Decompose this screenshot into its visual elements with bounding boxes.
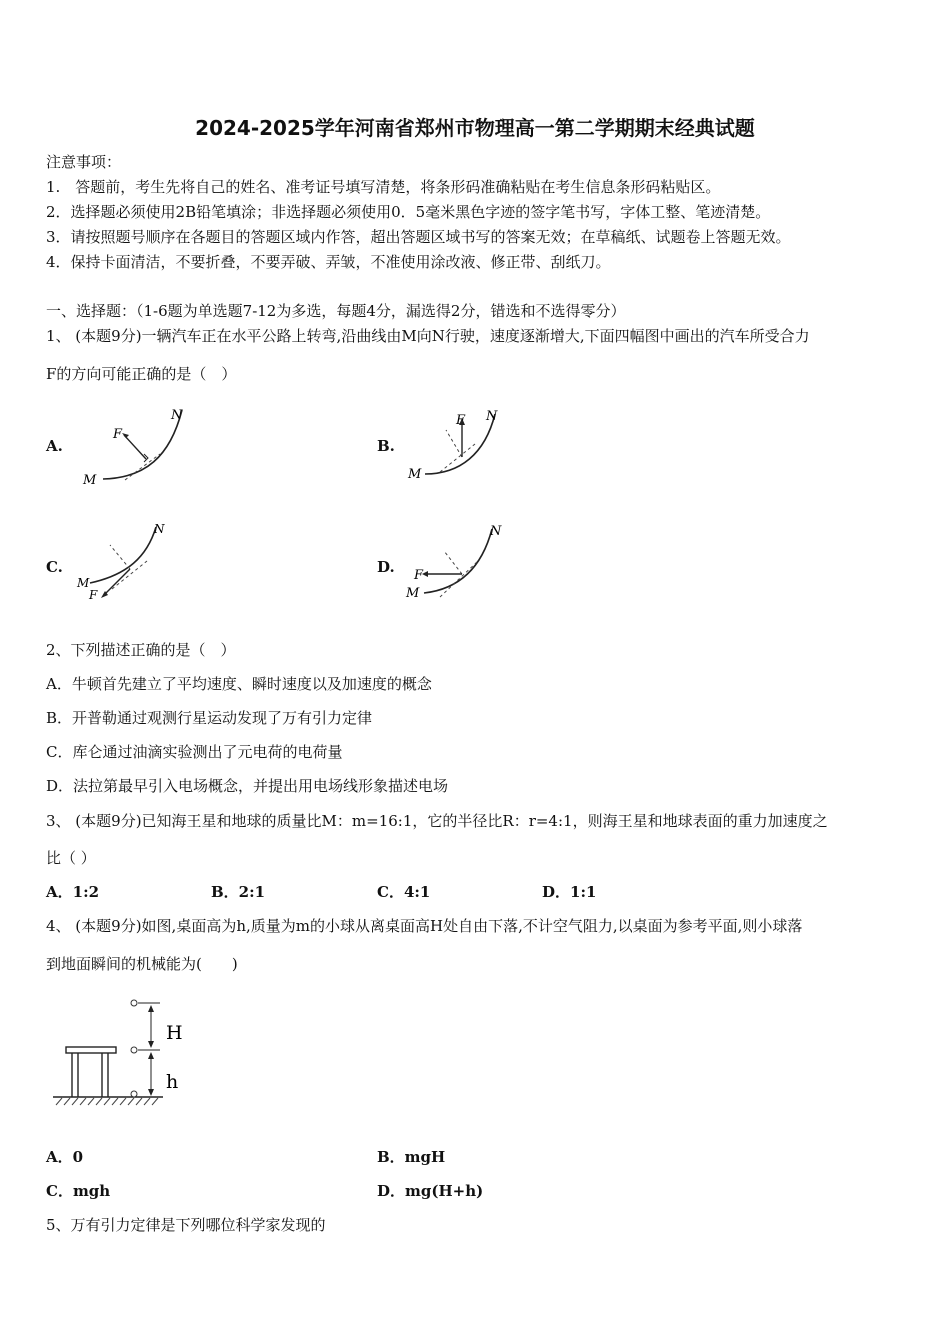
q4-figure-table-ball bbox=[50, 995, 200, 1110]
q3-option-d: D．1:1 bbox=[542, 883, 597, 901]
q1-stem-line2: F的方向可能正确的是（ ） bbox=[46, 365, 237, 383]
q1-option-d-label: D. bbox=[377, 558, 395, 576]
height-label-h: h bbox=[166, 1071, 179, 1093]
q4-stem-line1: 4、 (本题9分)如图,桌面高为h,质量为m的小球从离桌面高H处自由下落,不计空气阻力,以桌面为参考平面,则小球落 bbox=[46, 917, 803, 935]
notice-item: 2．选择题必须使用2B铅笔填涂；非选择题必须使用0．5毫米黑色字迹的签字笔书写，字体工整、笔迹清楚。 bbox=[46, 203, 771, 221]
q2-option: A．牛顿首先建立了平均速度、瞬时速度以及加速度的概念 bbox=[46, 675, 432, 693]
notice-item: 4．保持卡面清洁，不要折叠，不要弄破、弄皱，不准使用涂改液、修正带、刮纸刀。 bbox=[46, 253, 611, 271]
point-label-m: M bbox=[77, 576, 90, 590]
q3-stem-line2: 比（ ） bbox=[46, 849, 96, 867]
q2-option: D．法拉第最早引入电场概念，并提出用电场线形象描述电场 bbox=[46, 777, 449, 795]
q2-option: C．库仑通过油滴实验测出了元电荷的电荷量 bbox=[46, 743, 343, 761]
point-label-n: N bbox=[154, 522, 165, 536]
q4-option-b: B．mgH bbox=[377, 1148, 446, 1166]
q1-option-b-label: B. bbox=[377, 437, 395, 455]
q1-figure-c bbox=[72, 517, 192, 607]
q4-option-d: D．mg(H+h) bbox=[377, 1182, 484, 1200]
q2-stem: 2、下列描述正确的是（ ） bbox=[46, 641, 236, 659]
q3-option-c: C．4:1 bbox=[377, 883, 431, 901]
point-label-n: N bbox=[490, 524, 502, 539]
height-label-H: H bbox=[166, 1022, 183, 1044]
notice-item: 3．请按照题号顺序在各题目的答题区域内作答，超出答题区域书写的答案无效；在草稿纸、试题卷上答题无效。 bbox=[46, 228, 791, 246]
section-heading: 一、选择题：（1-6题为单选题7-12为多选，每题4分，漏选得2分，错选和不选得零分） bbox=[46, 302, 626, 320]
force-label-f: F bbox=[456, 413, 466, 428]
q1-option-a-label: A. bbox=[46, 437, 63, 455]
point-label-m: M bbox=[408, 467, 422, 482]
q3-stem-line1: 3、 (本题9分)已知海王星和地球的质量比M：m=16:1，它的半径比R：r=4:1，则海王星和地球表面的重力加速度之 bbox=[46, 812, 828, 830]
q1-figure-b bbox=[400, 402, 520, 492]
q1-option-c-label: C. bbox=[46, 558, 63, 576]
point-label-n: N bbox=[486, 409, 498, 424]
q2-option: B．开普勒通过观测行星运动发现了万有引力定律 bbox=[46, 709, 373, 727]
q4-stem-line2: 到地面瞬间的机械能为( ) bbox=[46, 955, 238, 973]
point-label-n: N bbox=[171, 408, 183, 423]
force-label-f: F bbox=[113, 427, 123, 442]
q3-option-b: B．2:1 bbox=[211, 883, 266, 901]
force-label-f: F bbox=[89, 588, 98, 602]
q4-option-c: C．mgh bbox=[46, 1182, 111, 1200]
q4-option-a: A．0 bbox=[46, 1148, 84, 1166]
force-label-f: F bbox=[414, 568, 424, 583]
q1-figure-a bbox=[75, 402, 205, 492]
page-title: 2024-2025学年河南省郑州市物理高一第二学期期末经典试题 bbox=[195, 116, 755, 140]
q1-figure-d bbox=[400, 517, 520, 607]
q3-option-a: A．1:2 bbox=[46, 883, 100, 901]
q1-stem-line1: 1、 (本题9分)一辆汽车正在水平公路上转弯,沿曲线由M向N行驶，速度逐渐增大,下面四幅图中画出的汽车所受合力 bbox=[46, 327, 810, 345]
point-label-m: M bbox=[406, 586, 420, 601]
notice-heading: 注意事项： bbox=[46, 153, 122, 171]
point-label-m: M bbox=[83, 473, 97, 488]
q5-stem: 5、万有引力定律是下列哪位科学家发现的 bbox=[46, 1216, 326, 1234]
notice-item: 1. 答题前，考生先将自己的姓名、准考证号填写清楚，将条形码准确粘贴在考生信息条形码粘贴区。 bbox=[46, 178, 721, 196]
